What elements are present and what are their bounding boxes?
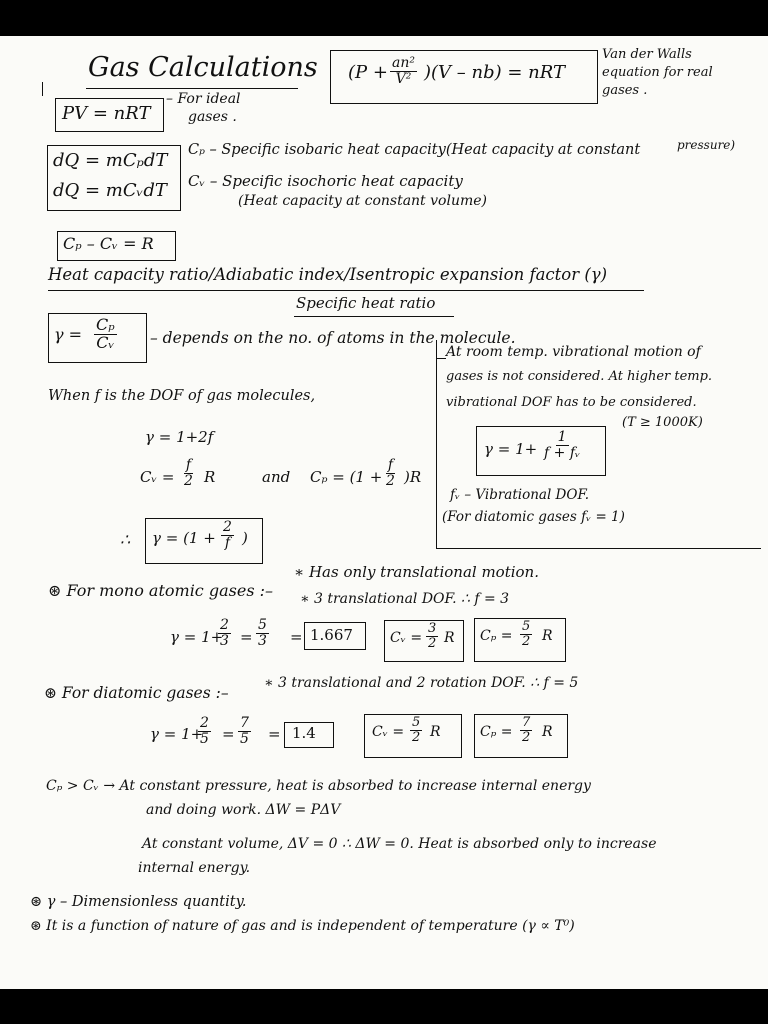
diat-equals-2: = [268,725,281,743]
diat-gamma-den: 5 [200,730,209,747]
mono-gamma-fraction [218,618,231,648]
monoatomic-point-2: ∗ 3 translational DOF. ∴ f = 3 [300,591,510,607]
left-margin-mark [42,82,43,96]
cv-dof-fraction [182,458,195,488]
monoatomic-point-1: ∗ Has only translational motion. [294,563,539,581]
mono-cp-den: 2 [522,633,531,649]
ratio-heading-underline [48,290,644,291]
mono-cp-fraction [520,620,532,648]
cp-dof-fraction [384,458,397,488]
cp-dof-den: 2 [386,472,395,489]
vdw-eq-left: (P + [348,62,388,83]
mono-cv-den: 2 [428,635,437,651]
heat-eq-cv: dQ = mCᵥdT [53,180,167,201]
diat-cp-tail: R [542,724,553,740]
vib-gamma-den: f + fᵥ [544,444,581,461]
diat-cp-label: Cₚ = [480,724,513,740]
gamma-dof-den: f [224,534,231,551]
mono-gamma-num: 2 [220,617,229,633]
diat-equals: = [222,725,235,743]
diat-cv-fraction [410,716,422,744]
vdw-fraction-den: V² [395,70,412,87]
gamma-definition-lhs: γ = [54,325,83,344]
diat-gamma-num: 2 [200,715,209,731]
diat-cv-tail: R [430,724,441,740]
cv-dof-den: 2 [184,472,193,489]
ratio-sub-underline [294,316,454,317]
diat-gamma-value: 1.4 [292,724,316,742]
mono-cv-num: 3 [428,621,437,636]
mono-cv-fraction [426,622,438,650]
and-word: and [262,468,291,486]
mono-result-den: 3 [258,632,267,649]
title-underline [86,88,298,89]
mono-cp-num: 5 [522,619,531,634]
diat-cp-fraction [520,716,532,744]
diat-cp-den: 2 [522,729,531,745]
vdw-eq-right: )(V – nb) = nRT [424,62,565,83]
vdw-note-3: gases . [602,83,648,98]
gamma-definition-num: Cₚ [96,315,115,334]
vdw-fraction [390,56,417,86]
vib-dof-note: fᵥ – Vibrational DOF. [450,487,590,503]
vib-temp: (T ≥ 1000K) [622,415,703,430]
compare-line-2: and doing work. ΔW = PΔV [146,802,341,818]
gamma-dependence-note: – depends on the no. of atoms in the molecule. [150,329,516,347]
cp-dof-num: f [387,457,394,473]
cp-definition: Cₚ – Specific isobaric heat capacity(Heat capacity at constant [188,142,641,158]
cv-definition: Cᵥ – Specific isochoric heat capacity [188,172,463,190]
vib-line-1: At room temp. vibrational motion of [446,344,701,360]
diat-result-num: 7 [240,715,249,731]
mono-result-fraction [256,618,269,648]
monoatomic-label: ⊛ For mono atomic gases :– [48,581,273,600]
vib-line-3: vibrational DOF has to be considered. [446,395,697,410]
mono-gamma-value: 1.667 [310,626,353,644]
compare-line-1: Cₚ > Cᵥ → At constant pressure, heat is absorbed to increase internal energy [46,778,591,794]
ratio-subheading: Specific heat ratio [296,294,436,312]
gamma-dof-lhs: γ = (1 + [152,529,216,547]
heat-eq-cp: dQ = mCₚdT [53,150,168,171]
cp-dof-label: Cₚ = (1 + [310,468,383,486]
vdw-fraction-num: an² [392,55,415,71]
compare-line-3: At constant volume, ΔV = 0 ∴ ΔW = 0. Heat is absorbed only to increase [142,836,657,852]
cv-dof-tail: R [204,468,216,486]
cv-dof-num: f [185,457,192,473]
mono-cv-tail: R [444,630,455,646]
mono-equals-2: = [290,628,303,646]
diat-result-den: 5 [240,730,249,747]
cp-dof-tail: )R [404,468,422,486]
diat-cp-num: 7 [522,715,531,730]
ideal-gas-note-2: gases . [188,109,237,125]
vib-diatomic-note: (For diatomic gases fᵥ = 1) [442,509,625,525]
mono-cp-label: Cₚ = [480,628,513,644]
ideal-gas-note: – For ideal [166,91,241,107]
page-title: Gas Calculations [88,52,318,83]
note-temperature: ⊛ It is a function of nature of gas and is independent of temperature (γ ∝ T⁰) [30,918,575,934]
ideal-gas-equation: PV = nRT [62,103,151,124]
diat-cv-label: Cᵥ = [372,724,405,740]
vib-gamma-num: 1 [557,429,567,445]
gamma-dof-relation: γ = 1+2f [145,428,214,446]
gamma-definition-den: Cᵥ [96,332,115,352]
mono-cp-tail: R [542,628,553,644]
ratio-heading: Heat capacity ratio/Adiabatic index/Isentropic expansion factor (γ) [48,265,608,284]
mayer-relation: Cₚ – Cᵥ = R [63,234,154,253]
vdw-note-1: Van der Walls [602,47,692,62]
mono-equals: = [240,628,253,646]
vib-line-2: gases is not considered. At higher temp. [446,369,713,384]
diatomic-label: ⊛ For diatomic gases :– [44,684,229,702]
diat-gamma: γ = 1+ [150,725,204,743]
gamma-dof-fraction [221,520,234,550]
note-dimensionless: ⊛ γ – Dimensionless quantity. [30,894,247,910]
dof-intro: When f is the DOF of gas molecules, [48,388,316,404]
gamma-definition-fraction [94,317,117,352]
mono-result-num: 5 [258,617,267,633]
diatomic-point-1: ∗ 3 translational and 2 rotation DOF. ∴ f = 5 [264,675,579,691]
cv-definition-2: (Heat capacity at constant volume) [238,193,487,209]
diat-gamma-fraction [198,716,211,746]
mono-cv-label: Cᵥ = [390,630,423,646]
vib-box-top [436,358,446,359]
vib-gamma-fraction [542,430,582,460]
vdw-note-2: equation for real [602,65,713,80]
diat-result-fraction [238,716,251,746]
mono-gamma: γ = 1+ [170,628,224,646]
therefore-symbol: ∴ [120,530,131,549]
mono-gamma-den: 3 [220,632,229,649]
gamma-dof-tail: ) [242,529,248,547]
compare-line-4: internal energy. [138,860,251,876]
cv-dof-label: Cᵥ = [140,468,175,486]
cp-definition-2: pressure) [677,138,736,152]
diat-cv-num: 5 [412,715,421,730]
diat-cv-den: 2 [412,729,421,745]
gamma-dof-num: 2 [223,519,232,535]
vib-gamma-lhs: γ = 1+ [484,440,538,458]
